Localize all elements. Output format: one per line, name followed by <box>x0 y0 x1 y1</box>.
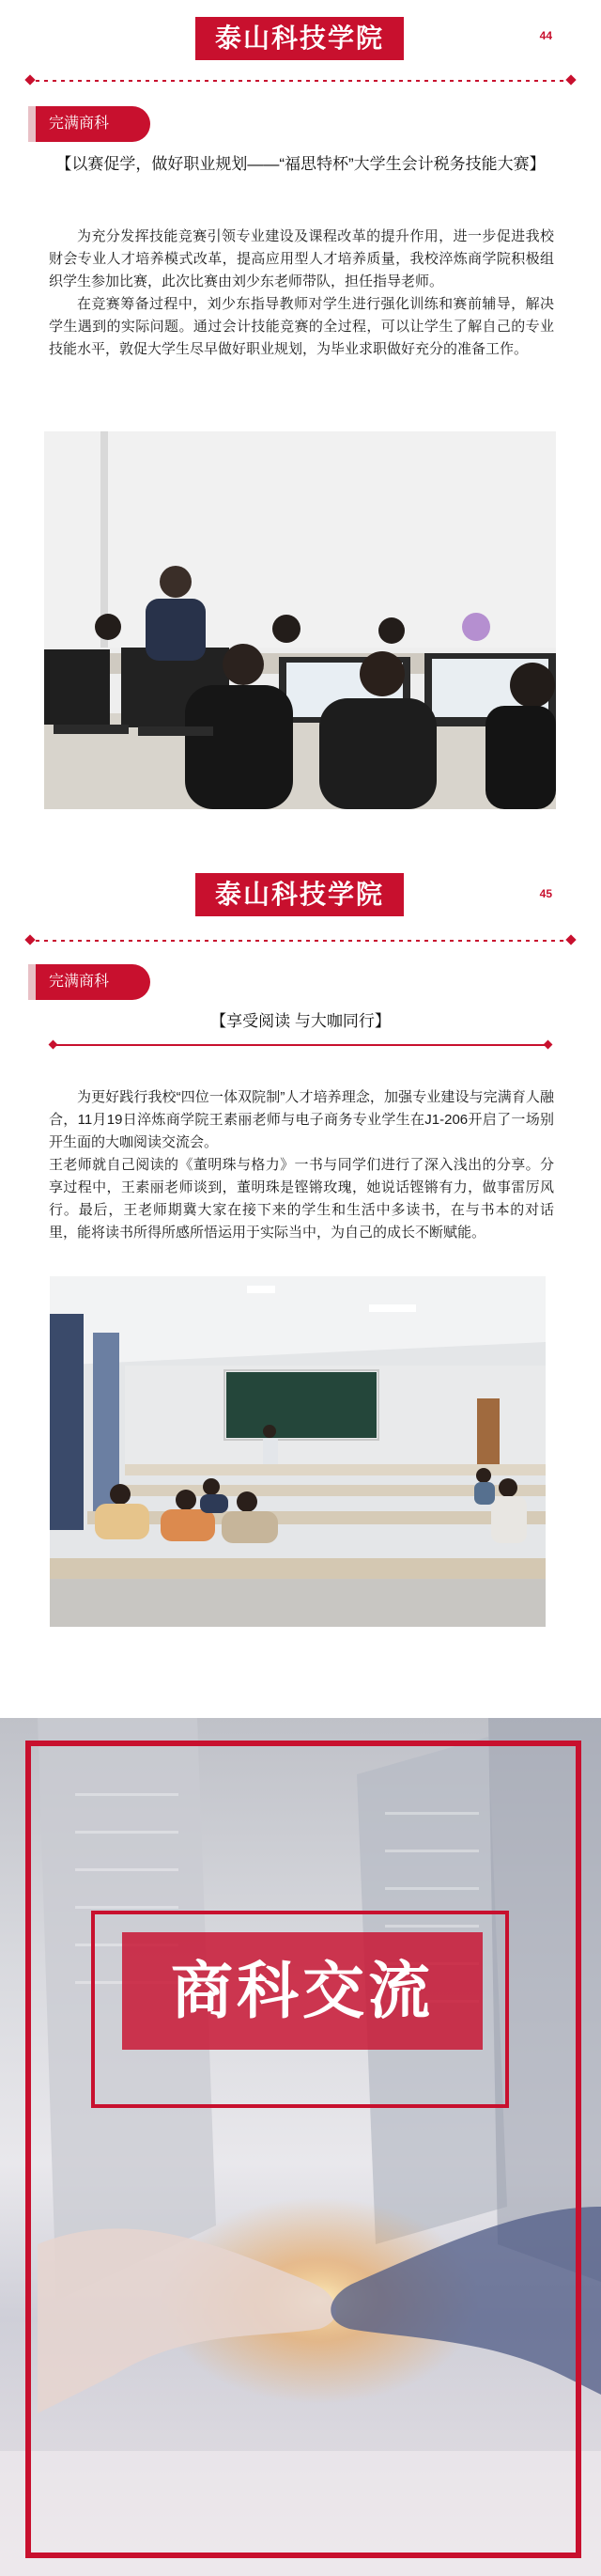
cover-title: 商科交流 <box>122 1932 483 2050</box>
section-tag-label: 完满商科 <box>49 974 110 990</box>
cover-outer-frame <box>25 1741 581 2558</box>
school-masthead: 泰山科技学院 <box>195 17 404 60</box>
article-body <box>49 1086 554 1244</box>
section-cover <box>0 1718 601 2576</box>
classroom-photo <box>50 1276 546 1627</box>
article-headline: 【享受阅读 与大咖同行】 <box>210 1012 391 1030</box>
article-headline: 【以赛促学，做好职业规划——“福思特杯”大学生会计税务技能大赛】 <box>55 155 546 173</box>
dotted-divider <box>26 76 575 86</box>
article-body <box>49 226 554 361</box>
section-tag <box>28 964 150 1000</box>
dotted-divider <box>26 936 575 945</box>
section-tag <box>28 106 150 142</box>
paragraph: 王老师就自己阅读的《董明珠与格力》一书与同学们进行了深入浅出的分享。分享过程中，王素丽老师谈到，董明珠是铿锵玫瑰，她说话铿锵有力，做事雷厉风行。最后，王老师期冀大家在接下来的学生和生活中多读书，在与书本的对话里，能将读书所得所感所悟运用于实际当中，为自己的成长不断赋能。 <box>49 1157 554 1241</box>
paragraph: 为充分发挥技能竞赛引领专业建设及课程改革的提升作用，进一步促进我校财会专业人才培养模式改革，提高应用型人才培养质量，我校淬炼商学院积极组织学生参加比赛，此次比赛由刘少东老师带队，担任指导老师。 <box>49 228 554 289</box>
paragraph: 在竞赛筹备过程中，刘少东指导教师对学生进行强化训练和赛前辅导，解决学生遇到的实际问题。通过会计技能竞赛的全过程，可以让学生了解自己的专业技能水平，敦促大学生尽早做好职业规划，为毕业求职做好充分的准备工作。 <box>49 296 554 357</box>
headline-underline <box>53 1044 548 1046</box>
competition-photo <box>44 431 556 809</box>
section-tag-label: 完满商科 <box>49 116 110 132</box>
school-masthead: 泰山科技学院 <box>195 873 404 916</box>
paragraph: 为更好践行我校“四位一体双院制”人才培养理念，加强专业建设与完满育人融合，11月19日淬炼商学院王素丽老师与电子商务专业学生在J1-206开启了一场别开生面的大咖阅读交流会。 <box>49 1089 554 1150</box>
page-number: 45 <box>539 887 552 900</box>
page-number: 44 <box>539 29 552 42</box>
